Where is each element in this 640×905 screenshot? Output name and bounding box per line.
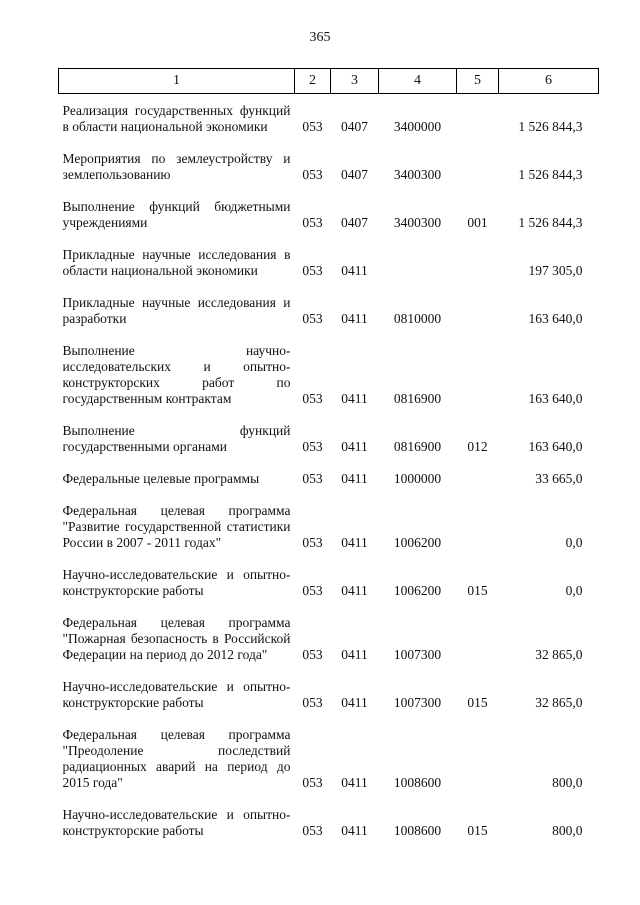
row-amount-cell: 1 526 844,3 (518, 119, 583, 134)
row-col-4-cell: 1000000 (393, 471, 442, 486)
row-amount-cell: 32 865,0 (535, 695, 583, 710)
row-name-cell: Мероприятия по землеустройству и землепользованию (62, 151, 291, 182)
row-col-3-cell: 0411 (341, 823, 368, 838)
row-col-3-cell: 0411 (341, 775, 368, 790)
row-name-cell: Реализация государственных функций в области национальной экономики (62, 103, 291, 134)
header-col-2: 2 (295, 69, 331, 94)
row-col-5-cell: 015 (467, 695, 488, 710)
row-col-5-cell (457, 462, 499, 494)
row-name-cell: Научно-исследовательские и опытно-конструкторские работы (62, 807, 291, 838)
row-col-5-cell (457, 606, 499, 670)
row-col-3-cell: 0407 (341, 215, 368, 230)
table-body (59, 94, 599, 847)
row-col-3-cell: 0407 (341, 167, 368, 182)
row-name-cell: Выполнение научно-исследовательских и опытно-конструкторских работ по государственным контрактам (62, 343, 291, 406)
table-row (59, 670, 599, 718)
header-col-6: 6 (499, 69, 599, 94)
row-col-4-cell: 3400300 (393, 167, 442, 182)
table-row (59, 494, 599, 558)
row-col-3-cell: 0411 (341, 471, 368, 486)
row-col-2-cell: 053 (302, 535, 323, 550)
row-col-2-cell: 053 (302, 439, 323, 454)
row-col-4-cell: 3400000 (393, 119, 442, 134)
row-col-5-cell: 015 (467, 823, 488, 838)
row-col-3-cell: 0411 (341, 391, 368, 406)
row-amount-cell: 163 640,0 (528, 311, 583, 326)
row-col-5-cell (457, 238, 499, 286)
row-col-2-cell: 053 (302, 823, 323, 838)
row-amount-cell: 163 640,0 (528, 439, 583, 454)
row-col-5-cell: 015 (467, 583, 488, 598)
row-name-cell: Научно-исследовательские и опытно-конструкторские работы (62, 567, 291, 598)
table-row (59, 94, 599, 143)
row-amount-cell: 0,0 (565, 583, 583, 598)
row-name-cell: Прикладные научные исследования и разработки (62, 295, 291, 326)
row-col-2-cell: 053 (302, 647, 323, 662)
table-row (59, 334, 599, 414)
table-row (59, 606, 599, 670)
row-col-3-cell: 0411 (341, 535, 368, 550)
row-col-5-cell (457, 494, 499, 558)
row-col-2-cell: 053 (302, 215, 323, 230)
row-col-2-cell: 053 (302, 263, 323, 278)
row-col-4-cell: 0816900 (393, 439, 442, 454)
table-row (59, 718, 599, 798)
row-col-2-cell: 053 (302, 119, 323, 134)
table-row (59, 142, 599, 190)
row-col-2-cell: 053 (302, 695, 323, 710)
row-name-cell: Федеральная целевая программа "Пожарная безопасность в Российской Федерации на период до 2012 года" (62, 615, 291, 662)
row-name-cell: Выполнение функций государственными органами (62, 423, 291, 454)
row-col-4-cell: 1006200 (393, 535, 442, 550)
row-col-4-cell: 0816900 (393, 391, 442, 406)
row-amount-cell: 33 665,0 (535, 471, 583, 486)
row-col-4-cell (379, 238, 457, 286)
row-col-4-cell: 1006200 (393, 583, 442, 598)
row-col-5-cell (457, 142, 499, 190)
header-col-5: 5 (457, 69, 499, 94)
row-col-4-cell: 1007300 (393, 647, 442, 662)
row-name-cell: Прикладные научные исследования в области национальной экономики (62, 247, 291, 278)
table-row (59, 798, 599, 846)
row-col-4-cell: 1008600 (393, 775, 442, 790)
row-col-2-cell: 053 (302, 167, 323, 182)
table-row (59, 190, 599, 238)
row-amount-cell: 163 640,0 (528, 391, 583, 406)
row-col-5-cell (457, 334, 499, 414)
row-col-5-cell: 012 (467, 439, 488, 454)
row-name-cell: Федеральная целевая программа "Преодоление последствий радиационных аварий на период до 2015 года" (62, 727, 291, 790)
row-col-3-cell: 0411 (341, 311, 368, 326)
row-col-2-cell: 053 (302, 471, 323, 486)
row-col-5-cell (457, 94, 499, 143)
header-row (59, 69, 599, 94)
row-col-5-cell: 001 (467, 215, 488, 230)
row-col-3-cell: 0407 (341, 119, 368, 134)
row-col-3-cell: 0411 (341, 583, 368, 598)
row-col-4-cell: 1007300 (393, 695, 442, 710)
row-col-3-cell: 0411 (341, 647, 368, 662)
row-col-4-cell: 1008600 (393, 823, 442, 838)
header-col-4: 4 (379, 69, 457, 94)
table-row (59, 462, 599, 494)
row-name-cell: Выполнение функций бюджетными учреждениями (62, 199, 291, 230)
page-number: 365 (309, 30, 331, 45)
row-col-5-cell (457, 286, 499, 334)
row-col-2-cell: 053 (302, 775, 323, 790)
row-amount-cell: 800,0 (552, 823, 583, 838)
row-name-cell: Научно-исследовательские и опытно-конструкторские работы (62, 679, 291, 710)
budget-table (58, 68, 599, 846)
row-name-cell: Федеральные целевые программы (62, 471, 260, 486)
header-col-1: 1 (59, 69, 295, 94)
row-col-5-cell (457, 718, 499, 798)
row-col-4-cell: 3400300 (393, 215, 442, 230)
table-header (59, 69, 599, 94)
row-name-cell: Федеральная целевая программа "Развитие государственной статистики России в 2007 - 2011 годах" (62, 503, 291, 550)
row-amount-cell: 1 526 844,3 (518, 215, 583, 230)
row-col-2-cell: 053 (302, 583, 323, 598)
table-row (59, 286, 599, 334)
row-amount-cell: 1 526 844,3 (518, 167, 583, 182)
row-col-3-cell: 0411 (341, 695, 368, 710)
row-col-4-cell: 0810000 (393, 311, 442, 326)
row-col-3-cell: 0411 (341, 263, 368, 278)
row-amount-cell: 0,0 (565, 535, 583, 550)
row-col-2-cell: 053 (302, 391, 323, 406)
row-amount-cell: 197 305,0 (528, 263, 583, 278)
header-col-3: 3 (331, 69, 379, 94)
table-row (59, 558, 599, 606)
table-row (59, 414, 599, 462)
row-amount-cell: 800,0 (552, 775, 583, 790)
table-row (59, 238, 599, 286)
row-col-2-cell: 053 (302, 311, 323, 326)
row-amount-cell: 32 865,0 (535, 647, 583, 662)
row-col-3-cell: 0411 (341, 439, 368, 454)
